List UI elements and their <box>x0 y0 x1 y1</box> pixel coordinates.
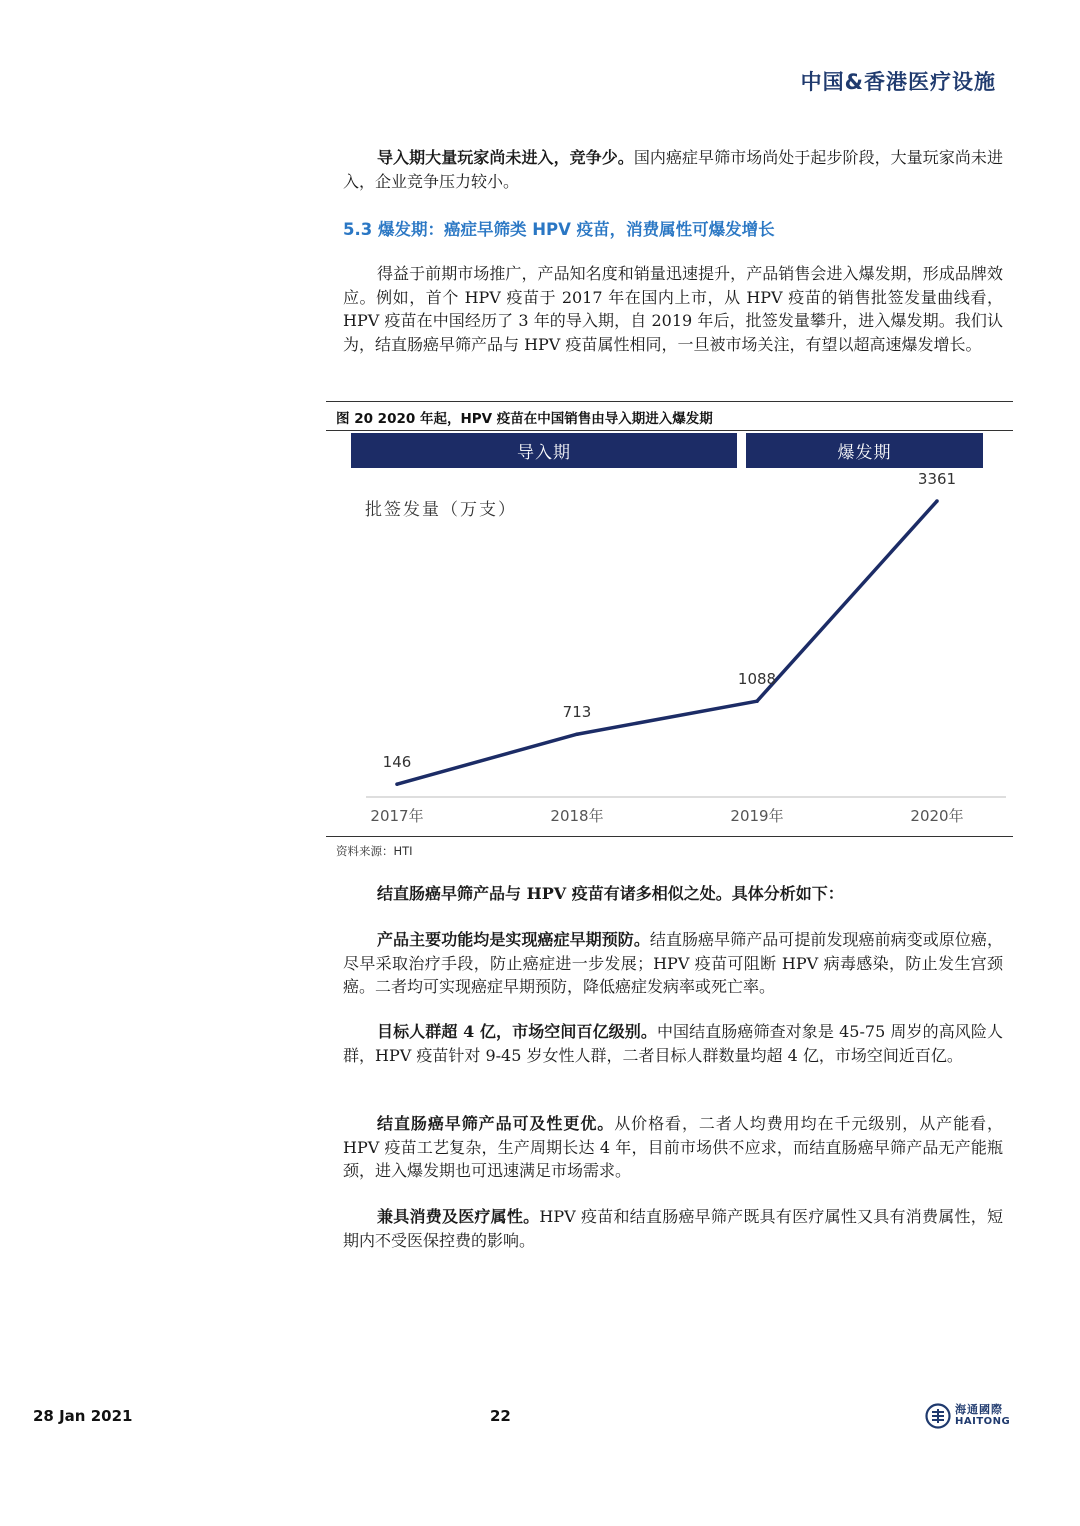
target-population-bold: 目标人群超 4 亿，市场空间百亿级别。 <box>377 1022 657 1041</box>
x-tick-label: 2020年 <box>910 807 964 825</box>
haitong-logo <box>925 1403 1010 1429</box>
figure-top-rule <box>326 401 1013 402</box>
target-population-text: 中国结直肠癌筛查对象是 45-75 周岁的高风险人群，HPV 疫苗针对 9-45 岁女性人群，二者目标人群数量均超 4 亿，市场空间近百亿。 <box>343 1022 1003 1065</box>
paragraph-target-population <box>343 1020 1003 1067</box>
figure-caption: 图 20 2020 年起，HPV 疫苗在中国销售由导入期进入爆发期 <box>336 411 713 427</box>
paragraph-accessibility <box>343 1112 1003 1183</box>
data-point <box>575 732 579 736</box>
logo-chinese: 海通國際 <box>955 1403 1003 1416</box>
paragraph-prevention <box>343 928 1003 999</box>
data-point <box>935 499 939 503</box>
consumer-medical-bold: 兼具消费及医疗属性。 <box>377 1207 540 1226</box>
data-point <box>395 782 399 786</box>
similarities-bold: 结直肠癌早筛产品与 HPV 疫苗有诸多相似之处。具体分析如下： <box>377 884 844 903</box>
section-heading: 5.3 爆发期：癌症早筛类 HPV 疫苗，消费属性可爆发增长 <box>343 220 775 239</box>
x-tick-label: 2018年 <box>550 807 604 825</box>
phase-burst-box: 爆发期 <box>746 433 983 468</box>
haitong-logo-icon <box>925 1403 951 1429</box>
intro-paragraph <box>343 146 1003 193</box>
page-header-title: 中国&香港医疗设施 <box>800 70 996 94</box>
data-point <box>755 699 759 703</box>
series-line <box>397 501 937 784</box>
phase-intro-box: 导入期 <box>351 433 737 468</box>
prevention-bold: 产品主要功能均是实现癌症早期预防。 <box>377 930 650 949</box>
intro-bold: 导入期大量玩家尚未进入，竞争少。 <box>377 148 634 167</box>
x-tick-label: 2019年 <box>730 807 784 825</box>
data-label: 3361 <box>917 470 957 489</box>
footer-page-number: 22 <box>490 1407 511 1425</box>
accessibility-text: 从价格看，二者人均费用均在千元级别，从产能看，HPV 疫苗工艺复杂，生产周期长达 4 年，目前市场供不应求，而结直肠癌早筛产品无产能瓶颈，进入爆发期也可迅速满足市场需求。 <box>343 1114 1003 1180</box>
figure-source: 资料来源：HTI <box>336 844 413 858</box>
intro-text: 国内癌症早筛市场尚处于起步阶段，大量玩家尚未进入，企业竞争压力较小。 <box>343 148 1003 191</box>
figure-caption-rule <box>326 430 1013 431</box>
data-label: 713 <box>562 703 592 722</box>
accessibility-bold: 结直肠癌早筛产品可及性更优。 <box>377 1114 615 1133</box>
figure-bottom-rule <box>326 836 1013 837</box>
x-tick-label: 2017年 <box>370 807 424 825</box>
data-label: 146 <box>382 753 412 772</box>
footer-date: 28 Jan 2021 <box>33 1407 133 1425</box>
consumer-medical-text: HPV 疫苗和结直肠癌早筛产既具有医疗属性又具有消费属性，短期内不受医保控费的影响。 <box>343 1207 1003 1250</box>
data-label: 1088 <box>737 670 777 689</box>
paragraph-consumer-medical <box>343 1205 1003 1252</box>
hpv-sales-line-chart <box>326 470 1013 835</box>
logo-english: HAITONG <box>955 1416 1011 1427</box>
paragraph-similarities <box>343 882 1003 906</box>
prevention-text: 结直肠癌早筛产品可提前发现癌前病变或原位癌，尽早采取治疗手段，防止癌症进一步发展；HPV 疫苗可阻断 HPV 病毒感染，防止发生宫颈癌。二者均可实现癌症早期预防，降低癌症发病率或死亡率。 <box>343 930 1003 996</box>
paragraph-explosion: 得益于前期市场推广，产品知名度和销量迅速提升，产品销售会进入爆发期，形成品牌效应。例如，首个 HPV 疫苗于 2017 年在国内上市，从 HPV 疫苗的销售批签发量曲线看，HPV 疫苗在中国经历了 3 年的导入期，自 2019 年后，批签发量攀升，进入爆发期。我们认为，结直肠癌早筛产品与 HPV 疫苗属性相同，一旦被市场关注，有望以超高速爆发增长。 <box>343 264 1003 354</box>
chart-y-label: 批签发量（万支） <box>365 500 517 520</box>
